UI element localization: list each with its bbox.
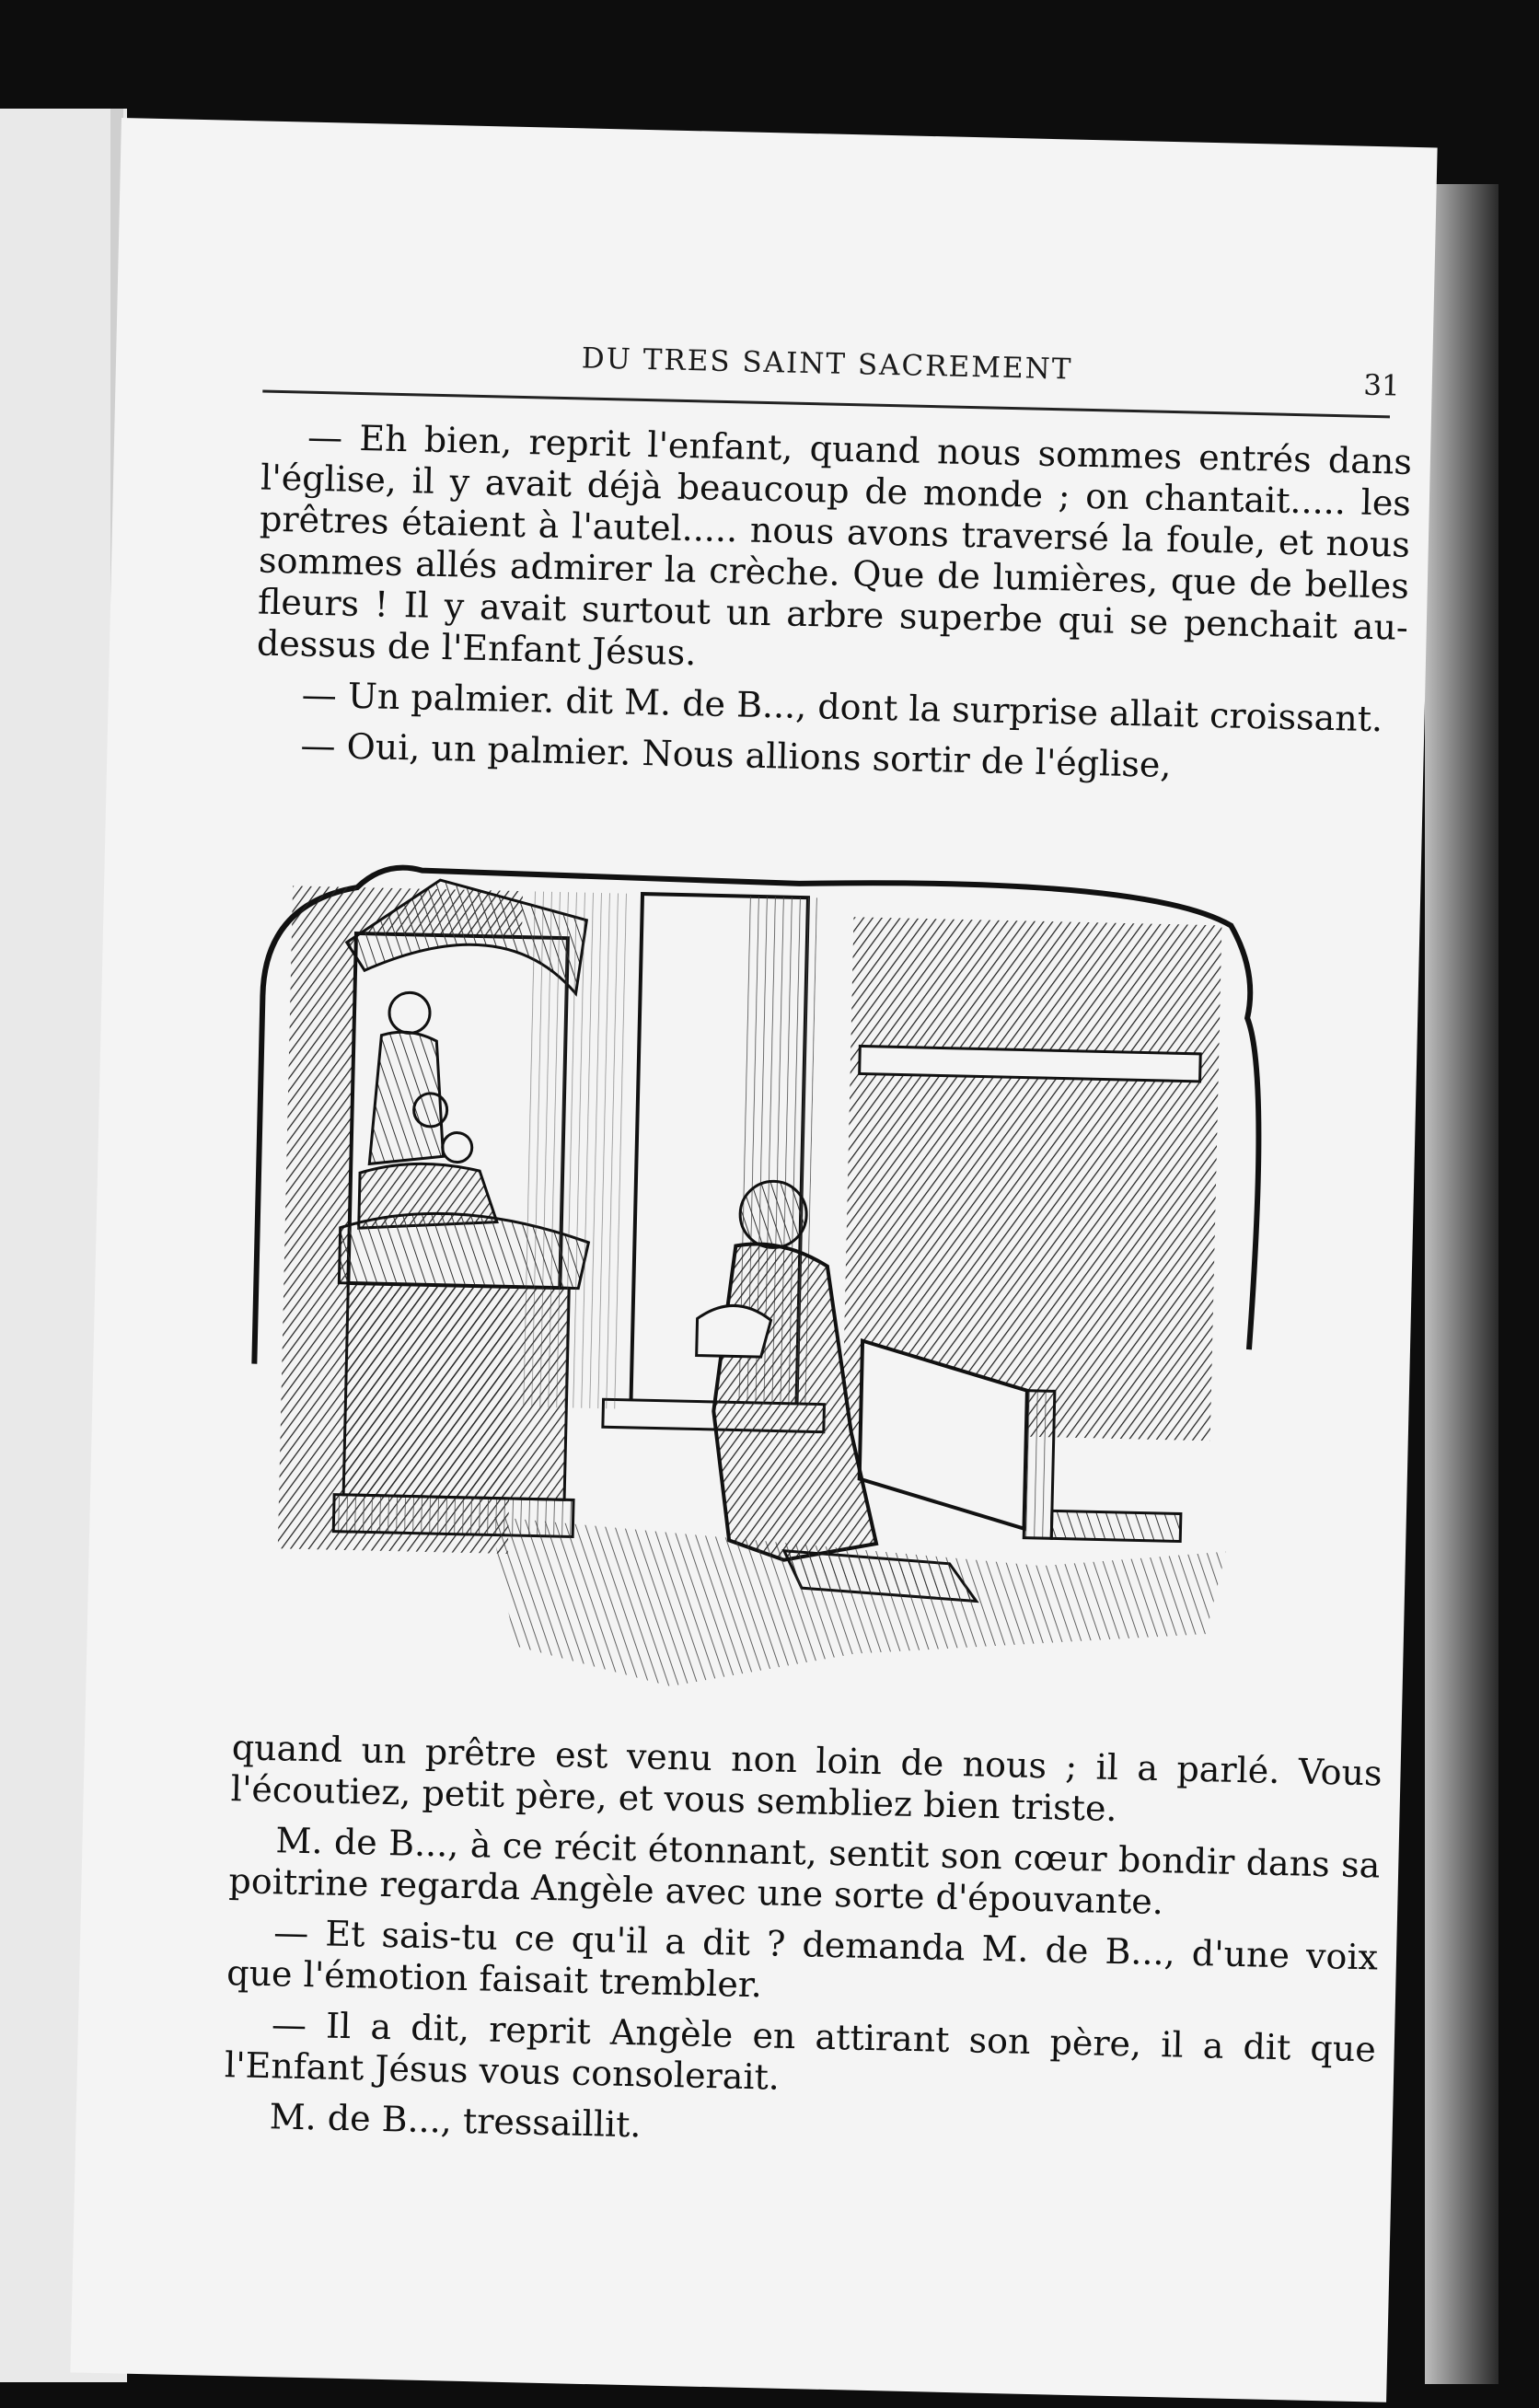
engraving-image [211,848,1279,1700]
page-number: 31 [1362,368,1401,403]
paragraph: — Et sais-tu ce qu'il a dit ? demanda M. de B..., d'une voix que l'émotion faisait trembler. [226,1912,1379,2006]
paragraph: — Un palmier. dit M. de B..., dont la surprise allait croissant. [301,674,1383,740]
running-head [262,335,1401,419]
paragraph: — Oui, un palmier. Nous allions sortir de l'église, [300,724,1172,786]
book-page [70,118,1437,2402]
nativity-illustration [211,848,1279,1700]
paragraph: — Eh bien, reprit l'enfant, quand nous sommes entrés dans l'église, il y avait déjà beaucoup de monde ; on chantait..... les prêtres étaient à l'autel..... nous avons traversé la foule, et nous sommes allés admirer la crèche. Que de lumières, que de belles fleurs ! Il y avait surtout un arbre superbe qui se penchait au-dessus de l'Enfant Jésus. [256,416,1413,674]
page-stack-edge [1425,184,1498,2384]
paragraph: M. de B..., tressaillit. [269,2096,642,2146]
paragraph: M. de B..., à ce récit étonnant, sentit son cœur bondir dans sa poitrine regarda Angèle avec une sorte d'épouvante. [228,1820,1381,1923]
running-title: DU TRES SAINT SACREMENT [581,342,1073,387]
paragraph: — Il a dit, reprit Angèle en attirant son père, il a dit que l'Enfant Jésus vous consolerait. [224,2004,1377,2098]
text-after-illustration [223,1727,1383,2171]
text-before-illustration [254,416,1413,801]
paragraph: quand un prêtre est venu non loin de nous ; il a parlé. Vous l'écoutiez, petit père, et vous sembliez bien triste. [230,1727,1383,1830]
